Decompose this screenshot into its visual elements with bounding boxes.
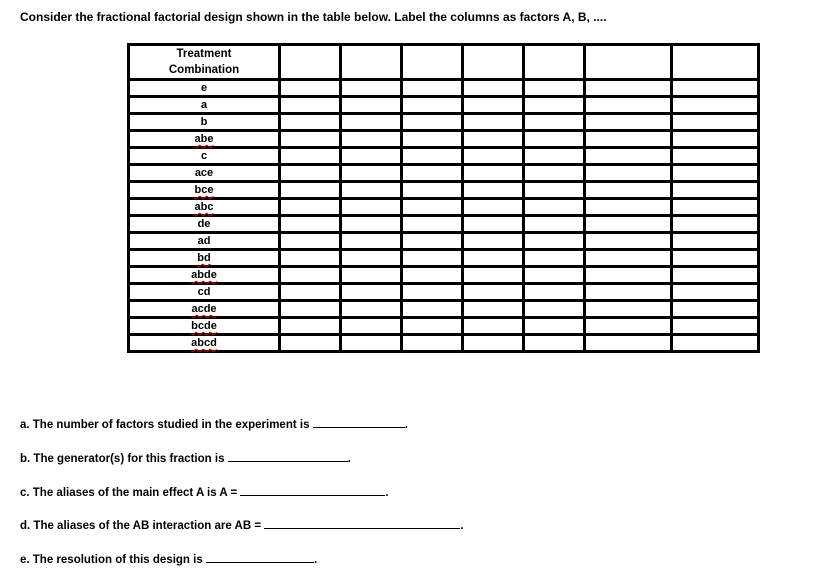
factor-cell[interactable] — [463, 114, 524, 131]
factor-cell[interactable] — [463, 131, 524, 148]
table-row — [129, 131, 759, 148]
header-line-2: Combination — [168, 64, 240, 76]
treatment-combination-label: e — [200, 82, 208, 94]
factor-cell[interactable] — [402, 165, 463, 182]
design-table — [127, 43, 760, 353]
treatment-combination-cell — [129, 318, 280, 335]
treatment-combination-label: abcd — [191, 337, 217, 349]
factor-cell[interactable] — [463, 318, 524, 335]
factor-cell[interactable] — [280, 199, 341, 216]
table-row — [129, 301, 759, 318]
factor-cell[interactable] — [524, 131, 585, 148]
factor-cell[interactable] — [402, 114, 463, 131]
factor-cell[interactable] — [463, 182, 524, 199]
treatment-combination-cell — [129, 165, 280, 182]
factor-cell[interactable] — [341, 80, 402, 97]
table-row — [129, 165, 759, 182]
factor-cell[interactable] — [585, 267, 672, 284]
table-row — [129, 335, 759, 352]
factor-cell[interactable] — [402, 131, 463, 148]
factor-cell[interactable] — [402, 301, 463, 318]
table-row — [129, 250, 759, 267]
treatment-combination-cell — [129, 250, 280, 267]
factor-cell[interactable] — [672, 216, 759, 233]
factor-cell[interactable] — [280, 250, 341, 267]
factor-cell[interactable] — [585, 318, 672, 335]
table-row — [129, 216, 759, 233]
factor-cell[interactable] — [672, 199, 759, 216]
treatment-combination-label: acde — [191, 303, 217, 315]
answer-c-blank[interactable] — [240, 494, 385, 496]
treatment-combination-cell — [129, 301, 280, 318]
answer-b-blank[interactable] — [228, 460, 348, 462]
factor-cell[interactable] — [280, 216, 341, 233]
factor-cell[interactable] — [585, 301, 672, 318]
factor-cell[interactable] — [280, 131, 341, 148]
factor-cell[interactable] — [402, 267, 463, 284]
factor-cell[interactable] — [402, 250, 463, 267]
treatment-combination-cell — [129, 199, 280, 216]
factor-cell[interactable] — [524, 216, 585, 233]
factor-cell[interactable] — [672, 284, 759, 301]
treatment-combination-label: c — [200, 150, 208, 162]
question-a — [20, 419, 408, 431]
table-row — [129, 318, 759, 335]
factor-cell[interactable] — [524, 233, 585, 250]
factor-cell[interactable] — [672, 80, 759, 97]
factor-cell[interactable] — [524, 301, 585, 318]
factor-cell[interactable] — [524, 284, 585, 301]
factor-cell[interactable] — [672, 301, 759, 318]
factor-cell[interactable] — [463, 97, 524, 114]
treatment-combination-label: bcde — [191, 320, 217, 332]
factor-cell[interactable] — [280, 335, 341, 352]
factor-cell[interactable] — [585, 148, 672, 165]
factor-header-cell[interactable] — [672, 45, 759, 80]
factor-cell[interactable] — [585, 216, 672, 233]
treatment-combination-cell — [129, 114, 280, 131]
factor-cell[interactable] — [585, 250, 672, 267]
factor-cell[interactable] — [585, 131, 672, 148]
question-c-text: c. The aliases of the main effect A is A = — [20, 487, 238, 499]
question-d — [20, 520, 463, 532]
treatment-combination-label: b — [200, 116, 208, 128]
factor-cell[interactable] — [524, 165, 585, 182]
factor-cell[interactable] — [402, 335, 463, 352]
factor-cell[interactable] — [280, 97, 341, 114]
factor-cell[interactable] — [463, 267, 524, 284]
question-b — [20, 453, 351, 465]
factor-cell[interactable] — [585, 335, 672, 352]
table-row — [129, 182, 759, 199]
factor-cell[interactable] — [672, 131, 759, 148]
table-row — [129, 267, 759, 284]
factor-cell[interactable] — [672, 250, 759, 267]
factor-cell[interactable] — [463, 148, 524, 165]
treatment-combination-label: abe — [194, 133, 214, 145]
treatment-combination-cell — [129, 97, 280, 114]
factor-cell[interactable] — [280, 80, 341, 97]
instruction-text: Consider the fractional factorial design shown in the table below. Label the columns as factors A, B, .... — [20, 10, 607, 24]
factor-cell[interactable] — [341, 335, 402, 352]
factor-cell[interactable] — [524, 318, 585, 335]
question-c-end: . — [385, 487, 389, 499]
factor-header-cell[interactable] — [463, 45, 524, 80]
factor-cell[interactable] — [402, 233, 463, 250]
factor-cell[interactable] — [341, 250, 402, 267]
treatment-combination-label: bd — [197, 252, 211, 264]
factor-cell[interactable] — [280, 284, 341, 301]
factor-cell[interactable] — [672, 114, 759, 131]
question-d-text: d. The aliases of the AB interaction are AB = — [20, 520, 262, 532]
factor-cell[interactable] — [463, 80, 524, 97]
treatment-combination-label: a — [200, 99, 208, 111]
factor-cell[interactable] — [672, 267, 759, 284]
question-b-text: b. The generator(s) for this fraction is — [20, 453, 225, 465]
factor-cell[interactable] — [463, 335, 524, 352]
treatment-combination-cell — [129, 284, 280, 301]
treatment-combination-cell — [129, 182, 280, 199]
question-e-text: e. The resolution of this design is — [20, 554, 203, 566]
treatment-combination-label: abde — [191, 269, 217, 281]
answer-e-blank[interactable] — [206, 561, 314, 563]
factor-cell[interactable] — [463, 165, 524, 182]
factor-cell[interactable] — [524, 114, 585, 131]
table-row — [129, 80, 759, 97]
factor-header-cell[interactable] — [341, 45, 402, 80]
factor-cell[interactable] — [463, 284, 524, 301]
factor-cell[interactable] — [280, 165, 341, 182]
treatment-combination-cell — [129, 267, 280, 284]
question-a-text: a. The number of factors studied in the experiment is — [20, 419, 310, 431]
treatment-combination-label: cd — [197, 286, 211, 298]
factor-cell[interactable] — [402, 318, 463, 335]
factor-cell[interactable] — [280, 148, 341, 165]
factor-cell[interactable] — [341, 216, 402, 233]
factor-cell[interactable] — [341, 114, 402, 131]
factor-cell[interactable] — [402, 284, 463, 301]
factor-header-cell[interactable] — [585, 45, 672, 80]
treatment-combination-header — [129, 45, 280, 80]
factor-cell[interactable] — [463, 233, 524, 250]
treatment-combination-cell — [129, 80, 280, 97]
treatment-combination-label: de — [197, 218, 211, 230]
treatment-combination-cell — [129, 233, 280, 250]
factor-cell[interactable] — [524, 148, 585, 165]
factor-cell[interactable] — [672, 97, 759, 114]
factor-cell[interactable] — [585, 97, 672, 114]
factor-cell[interactable] — [585, 199, 672, 216]
question-d-end: . — [460, 520, 464, 532]
factor-cell[interactable] — [463, 216, 524, 233]
factor-cell[interactable] — [280, 114, 341, 131]
factor-cell[interactable] — [672, 182, 759, 199]
table-row — [129, 284, 759, 301]
factor-cell[interactable] — [341, 199, 402, 216]
factor-cell[interactable] — [341, 165, 402, 182]
answer-a-blank[interactable] — [313, 426, 405, 428]
factor-cell[interactable] — [402, 148, 463, 165]
treatment-combination-label: ad — [197, 235, 211, 247]
factor-header-cell[interactable] — [280, 45, 341, 80]
factor-cell[interactable] — [280, 301, 341, 318]
factor-cell[interactable] — [280, 182, 341, 199]
factor-cell[interactable] — [341, 182, 402, 199]
factor-cell[interactable] — [524, 267, 585, 284]
table-row — [129, 199, 759, 216]
table-row — [129, 97, 759, 114]
factor-cell[interactable] — [585, 80, 672, 97]
factor-cell[interactable] — [402, 80, 463, 97]
factor-cell[interactable] — [341, 233, 402, 250]
question-a-end: . — [404, 419, 408, 431]
factor-header-cell[interactable] — [524, 45, 585, 80]
factor-cell[interactable] — [585, 114, 672, 131]
treatment-combination-cell — [129, 148, 280, 165]
answer-d-blank[interactable] — [264, 527, 460, 529]
factor-cell[interactable] — [402, 216, 463, 233]
factor-cell[interactable] — [463, 250, 524, 267]
factor-cell[interactable] — [585, 284, 672, 301]
question-c — [20, 487, 389, 499]
factor-cell[interactable] — [341, 131, 402, 148]
factor-cell[interactable] — [463, 301, 524, 318]
factor-cell[interactable] — [402, 199, 463, 216]
header-line-1: Treatment — [176, 48, 232, 60]
factor-cell[interactable] — [672, 233, 759, 250]
factor-cell[interactable] — [672, 165, 759, 182]
treatment-combination-cell — [129, 216, 280, 233]
factor-cell[interactable] — [672, 335, 759, 352]
factor-cell[interactable] — [524, 199, 585, 216]
factor-cell[interactable] — [585, 165, 672, 182]
header-row — [129, 45, 759, 80]
factor-cell[interactable] — [524, 335, 585, 352]
factor-cell[interactable] — [524, 182, 585, 199]
treatment-combination-label: bce — [194, 184, 214, 196]
factor-cell[interactable] — [524, 97, 585, 114]
factor-cell[interactable] — [341, 301, 402, 318]
factor-cell[interactable] — [341, 318, 402, 335]
factor-cell[interactable] — [341, 267, 402, 284]
factor-cell[interactable] — [585, 233, 672, 250]
factor-cell[interactable] — [280, 267, 341, 284]
factor-cell[interactable] — [341, 148, 402, 165]
question-b-end: . — [347, 453, 351, 465]
factor-header-cell[interactable] — [402, 45, 463, 80]
table-row — [129, 233, 759, 250]
factor-cell[interactable] — [341, 284, 402, 301]
factor-cell[interactable] — [463, 199, 524, 216]
factor-cell[interactable] — [402, 182, 463, 199]
factor-cell[interactable] — [672, 318, 759, 335]
table-row — [129, 114, 759, 131]
factor-cell[interactable] — [524, 250, 585, 267]
factor-cell[interactable] — [585, 182, 672, 199]
question-e-end: . — [313, 554, 318, 566]
factor-cell[interactable] — [341, 97, 402, 114]
treatment-combination-label: abc — [194, 201, 214, 213]
factor-cell[interactable] — [524, 80, 585, 97]
factor-cell[interactable] — [672, 148, 759, 165]
factor-cell[interactable] — [280, 318, 341, 335]
question-e — [20, 554, 317, 566]
treatment-combination-label: ace — [194, 167, 214, 179]
factor-cell[interactable] — [280, 233, 341, 250]
treatment-combination-cell — [129, 335, 280, 352]
treatment-combination-cell — [129, 131, 280, 148]
table-row — [129, 148, 759, 165]
factor-cell[interactable] — [402, 97, 463, 114]
